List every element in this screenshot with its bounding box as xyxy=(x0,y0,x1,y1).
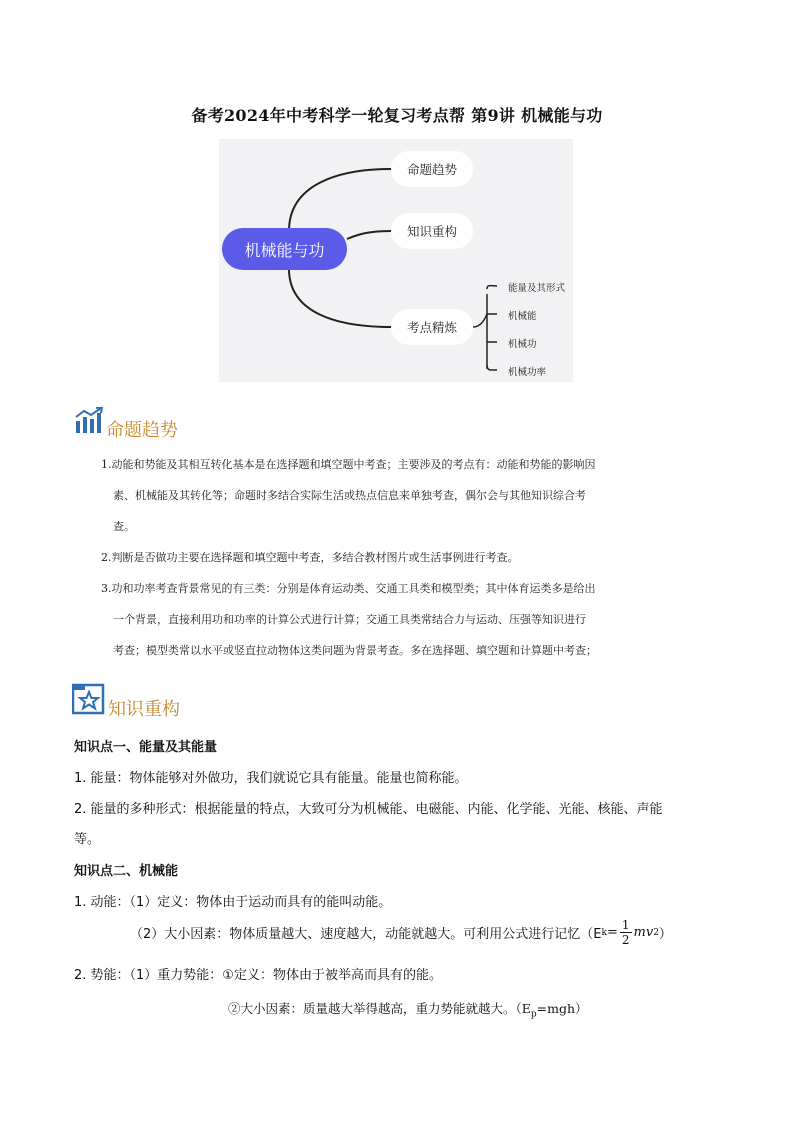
trend-line: 2.判断是否做功主要在选择题和填空题中考查，多结合教材图片或生活事例进行考查。 xyxy=(101,551,519,564)
mind-map-leaf-power: 机械功率 xyxy=(508,367,547,378)
fraction-one-half xyxy=(620,918,632,947)
formula-mv: mv xyxy=(633,925,654,940)
kinetic-factors-text: （2）大小因素：物体质量越大、速度越大，动能就越大。可利用公式进行记忆（E xyxy=(130,927,602,942)
mind-map-node-knowledge: 知识重构 xyxy=(391,213,473,249)
mind-map xyxy=(219,139,573,382)
knowledge-point-2-title: 知识点二、机械能 xyxy=(74,864,179,879)
trend-line: 3.功和功率考查背景常见的有三类：分别是体育运动类、交通工具类和模型类；其中体育运类多是给出 xyxy=(101,582,596,595)
knowledge-point-1-title: 知识点一、能量及其能量 xyxy=(74,740,218,755)
fraction-denominator: 2 xyxy=(621,933,630,947)
trend-line: 素、机械能及其转化等；命题时多结合实际生活或热点信息来单独考查，偶尔会与其他知识综合考 xyxy=(113,489,586,502)
section-knowledge-title: 知识重构 xyxy=(108,699,180,720)
trend-line: 查。 xyxy=(113,520,135,533)
formula-superscript: 2 xyxy=(653,927,659,938)
bar-chart-icon xyxy=(74,407,104,435)
kp1-item-1: 1. 能量：物体能够对外做功，我们就说它具有能量。能量也简称能。 xyxy=(74,771,468,786)
fraction-numerator: 1 xyxy=(621,918,630,932)
section-trend-heading xyxy=(74,400,178,442)
potential-subscript: p xyxy=(530,1009,537,1020)
trend-line: 一个背景，直接利用功和功率的计算公式进行计算；交通工具类常结合力与运动、压强等知识进行 xyxy=(113,613,586,626)
mind-map-leaf-mechanical-energy: 机械能 xyxy=(508,311,537,322)
trend-paragraph xyxy=(101,449,597,666)
section-knowledge-heading xyxy=(72,677,180,721)
page-title: 备考2024年中考科学一轮复习考点帮 第9讲 机械能与功 xyxy=(191,106,603,125)
kp1-item-2-cont: 等。 xyxy=(74,832,101,847)
kp2-item-1: 1. 动能：（1）定义：物体由于运动而具有的能叫动能。 xyxy=(74,895,392,910)
kp2-item-2-factors xyxy=(228,999,588,1020)
mind-map-leaf-mechanical-work: 机械功 xyxy=(508,339,537,350)
potential-factors-text: ②大小因素：质量越大举得越高，重力势能就越大。（E xyxy=(228,1001,531,1016)
kinetic-equals: = xyxy=(606,925,618,940)
section-trend-title: 命题趋势 xyxy=(106,420,178,441)
kinetic-subscript: k xyxy=(601,927,607,938)
mind-map-node-points: 考点精炼 xyxy=(391,309,473,345)
trend-line: 1.动能和势能及其相互转化基本是在选择题和填空题中考查；主要涉及的考点有：动能和势能的影响因 xyxy=(101,458,596,471)
potential-formula: =mgh） xyxy=(536,1001,588,1016)
mind-map-leaf-energy: 能量及其形式 xyxy=(508,283,566,294)
trend-line: 考查；模型类常以水平或竖直拉动物体这类问题为背景考查。多在选择题、填空题和计算题中考查； xyxy=(113,644,597,657)
kp2-item-2: 2. 势能：（1）重力势能：①定义：物体由于被举高而具有的能。 xyxy=(74,968,442,983)
mind-map-node-trend: 命题趋势 xyxy=(391,151,473,187)
mind-map-root: 机械能与功 xyxy=(222,228,347,270)
kp2-item-1-factors xyxy=(130,918,672,947)
close-paren: ） xyxy=(658,927,672,942)
kp1-item-2: 2. 能量的多种形式：根据能量的特点，大致可分为机械能、电磁能、内能、化学能、光能、核能、声能 xyxy=(74,802,663,817)
folder-star-icon xyxy=(72,682,106,716)
